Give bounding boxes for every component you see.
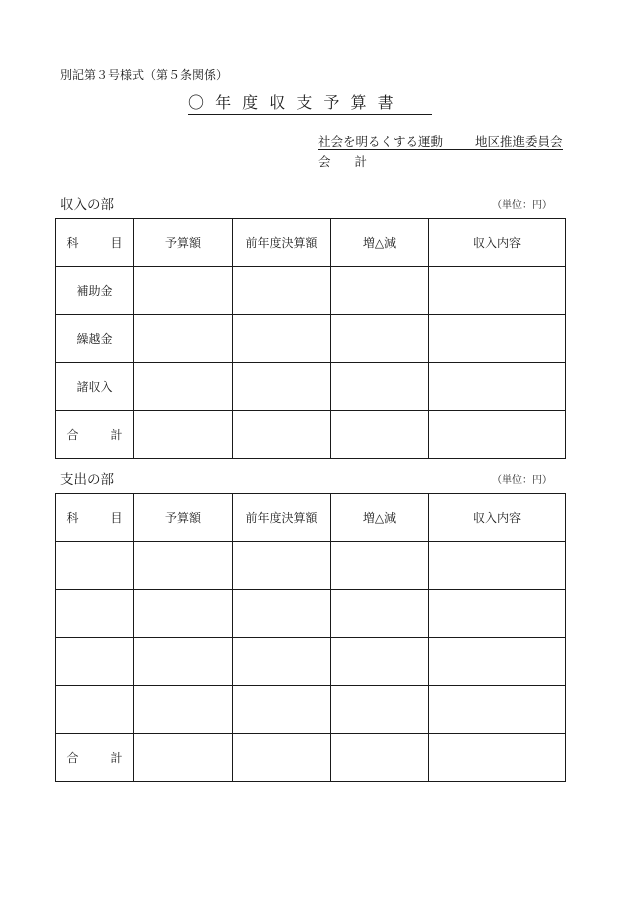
table-row (56, 363, 566, 411)
change-cell[interactable] (331, 363, 429, 411)
budget-cell[interactable] (134, 363, 233, 411)
col-header-budget: 予算額 (134, 494, 233, 542)
budget-cell[interactable] (134, 267, 233, 315)
col-header-prev-settlement: 前年度決算額 (233, 494, 331, 542)
change-cell[interactable] (331, 734, 429, 782)
details-cell[interactable] (429, 315, 566, 363)
table-row (56, 638, 566, 686)
prev-settlement-cell[interactable] (233, 638, 331, 686)
row-label[interactable] (56, 686, 134, 734)
details-cell[interactable] (429, 363, 566, 411)
details-cell[interactable] (429, 686, 566, 734)
total-label: 合 計 (56, 734, 134, 782)
change-cell[interactable] (331, 542, 429, 590)
details-cell[interactable] (429, 638, 566, 686)
expense-header-row (56, 494, 566, 542)
row-label[interactable] (56, 590, 134, 638)
table-row (56, 542, 566, 590)
details-cell[interactable] (429, 590, 566, 638)
row-label[interactable] (56, 638, 134, 686)
row-label: 諸収入 (56, 363, 134, 411)
document-title: 〇 年 度 収 支 予 算 書 (188, 90, 432, 115)
details-cell[interactable] (429, 411, 566, 459)
col-header-change: 増△減 (331, 494, 429, 542)
expense-unit-label: （単位：円） (492, 475, 552, 486)
movement-name: 社会を明るくする運動 (318, 134, 444, 149)
table-row (56, 267, 566, 315)
prev-settlement-cell[interactable] (233, 267, 331, 315)
organization-name (318, 134, 563, 150)
details-cell[interactable] (429, 734, 566, 782)
budget-cell[interactable] (134, 734, 233, 782)
income-header-row (56, 219, 566, 267)
total-label: 合 計 (56, 411, 134, 459)
income-unit-label: （単位：円） (492, 200, 552, 211)
row-label: 繰越金 (56, 315, 134, 363)
budget-cell[interactable] (134, 411, 233, 459)
row-label[interactable] (56, 542, 134, 590)
table-row (56, 590, 566, 638)
col-header-details: 収入内容 (429, 494, 566, 542)
treasurer-label: 会 計 (318, 154, 377, 169)
total-row (56, 734, 566, 782)
expense-table (55, 493, 566, 782)
row-label: 補助金 (56, 267, 134, 315)
details-cell[interactable] (429, 542, 566, 590)
budget-cell[interactable] (134, 638, 233, 686)
change-cell[interactable] (331, 315, 429, 363)
details-cell[interactable] (429, 267, 566, 315)
income-section-title: 収入の部 (60, 197, 114, 213)
change-cell[interactable] (331, 590, 429, 638)
prev-settlement-cell[interactable] (233, 363, 331, 411)
expense-section-title: 支出の部 (60, 472, 114, 488)
income-table (55, 218, 566, 459)
total-row (56, 411, 566, 459)
budget-cell[interactable] (134, 542, 233, 590)
prev-settlement-cell[interactable] (233, 686, 331, 734)
prev-settlement-cell[interactable] (233, 315, 331, 363)
form-number: 別記第３号様式（第５条関係） (60, 68, 229, 82)
change-cell[interactable] (331, 267, 429, 315)
col-header-item: 科 目 (56, 494, 134, 542)
change-cell[interactable] (331, 638, 429, 686)
prev-settlement-cell[interactable] (233, 734, 331, 782)
col-header-change: 増△減 (331, 219, 429, 267)
prev-settlement-cell[interactable] (233, 411, 331, 459)
table-row (56, 686, 566, 734)
table-row (56, 315, 566, 363)
prev-settlement-cell[interactable] (233, 590, 331, 638)
change-cell[interactable] (331, 411, 429, 459)
col-header-details: 収入内容 (429, 219, 566, 267)
budget-cell[interactable] (134, 686, 233, 734)
col-header-prev-settlement: 前年度決算額 (233, 219, 331, 267)
change-cell[interactable] (331, 686, 429, 734)
budget-cell[interactable] (134, 315, 233, 363)
col-header-item: 科 目 (56, 219, 134, 267)
budget-cell[interactable] (134, 590, 233, 638)
committee-name: 地区推進委員会 (475, 134, 563, 149)
col-header-budget: 予算額 (134, 219, 233, 267)
prev-settlement-cell[interactable] (233, 542, 331, 590)
